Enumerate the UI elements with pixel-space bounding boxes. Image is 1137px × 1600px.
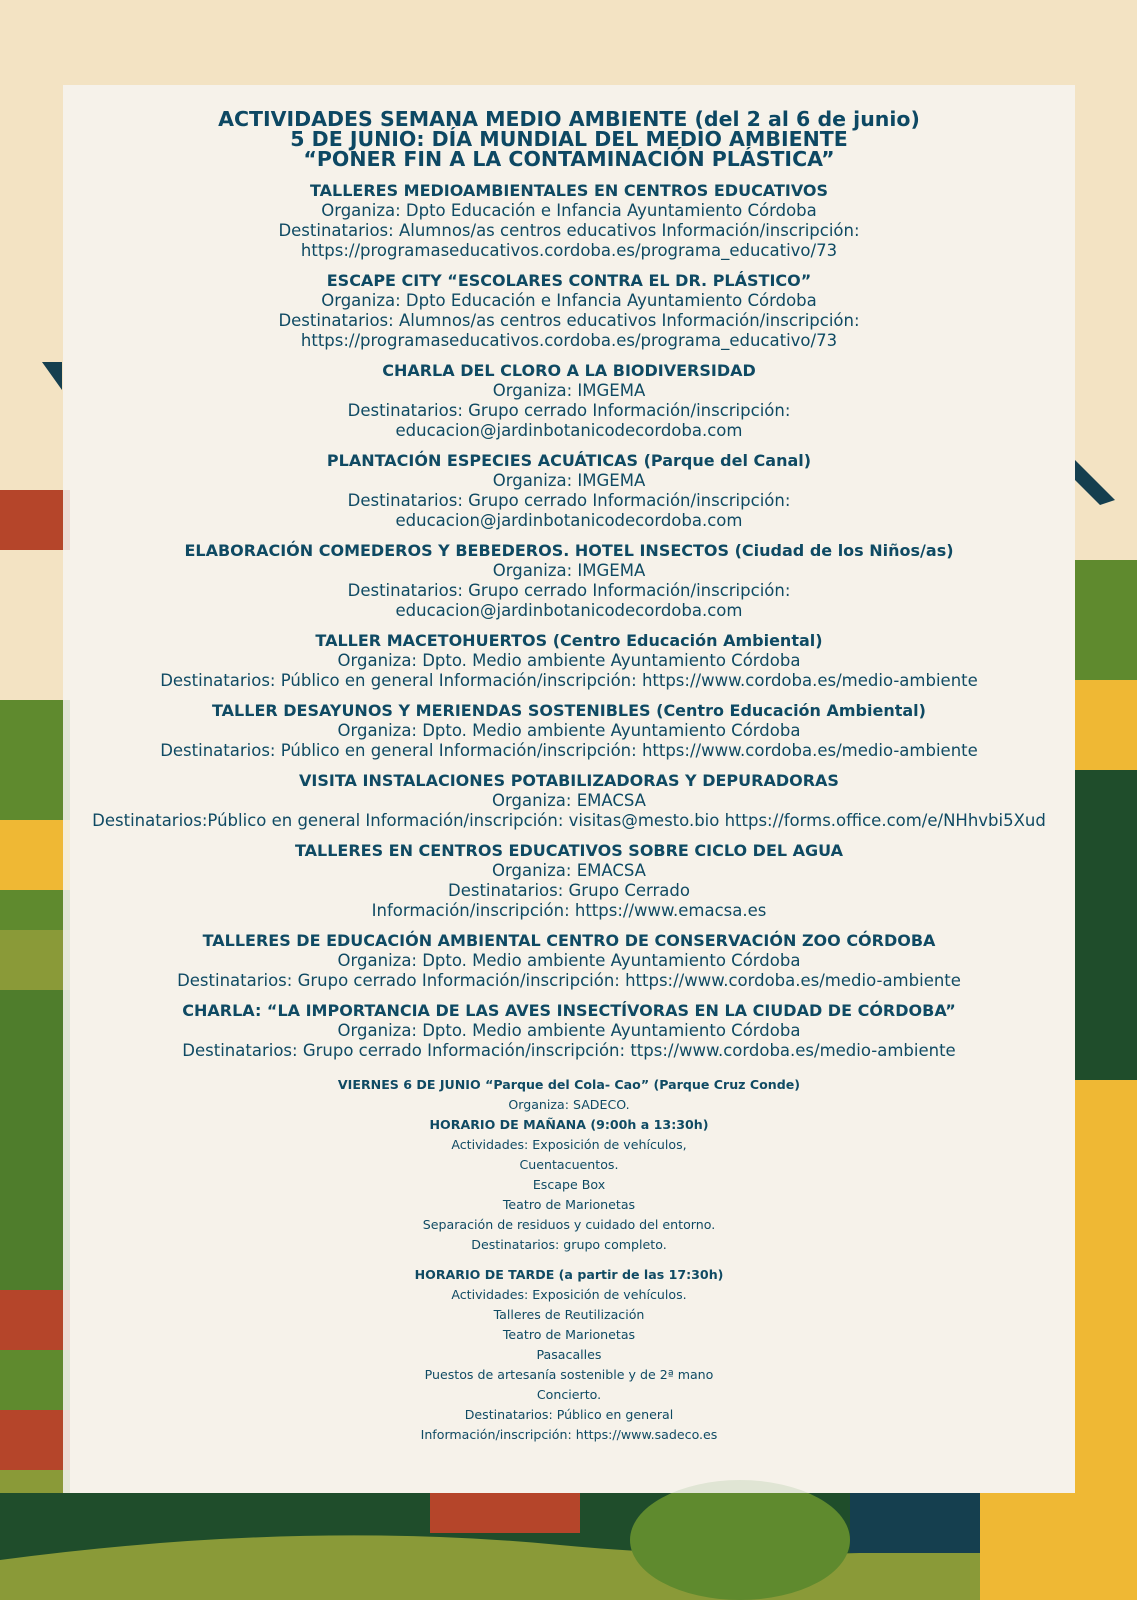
afternoon-line: Puestos de artesanía sostenible y de 2ª mano: [424, 1367, 714, 1382]
activity-email[interactable]: educacion@jardinbotanicodecordoba.com: [395, 511, 743, 530]
activity-audience: Destinatarios: Público en general Información/inscripción: https://www.cordoba.es/medio-ambiente: [160, 741, 978, 760]
activity-link[interactable]: Información/inscripción: https://www.emacsa.es: [371, 901, 767, 920]
activity-audience: Destinatarios:Público en general Información/inscripción: visitas@mesto.bio https://forms.office.com/e/NHhvbi5Xud: [92, 811, 1046, 830]
morning-line: Teatro de Marionetas: [502, 1197, 636, 1212]
afternoon-line: Destinatarios: Público en general: [464, 1407, 674, 1422]
friday-event: [63, 1075, 1075, 1445]
title-line-3: “PONER FIN A LA CONTAMINACIÓN PLÁSTICA”: [303, 147, 835, 171]
activity-item: [63, 841, 1075, 921]
spacer: [63, 1255, 1075, 1265]
title-line-1: ACTIVIDADES SEMANA MEDIO AMBIENTE (del 2 al 6 de junio): [218, 107, 920, 131]
activity-organizer: Organiza: IMGEMA: [492, 561, 646, 580]
friday-organizer: Organiza: SADECO.: [508, 1097, 630, 1112]
activity-item: [63, 701, 1075, 761]
activity-title: TALLERES EN CENTROS EDUCATIVOS SOBRE CICLO DEL AGUA: [294, 841, 844, 860]
page-title: [63, 109, 1075, 169]
activity-email[interactable]: educacion@jardinbotanicodecordoba.com: [395, 601, 743, 620]
afternoon-link[interactable]: Información/inscripción: https://www.sadeco.es: [420, 1427, 718, 1442]
activity-audience: Destinatarios: Grupo cerrado Información/inscripción: ttps://www.cordoba.es/medio-ambiente: [182, 1041, 956, 1060]
activity-title: ESCAPE CITY “ESCOLARES CONTRA EL DR. PLÁSTICO”: [326, 271, 812, 290]
activity-email[interactable]: educacion@jardinbotanicodecordoba.com: [395, 421, 743, 440]
afternoon-line: Actividades: Exposición de vehículos.: [451, 1287, 687, 1302]
morning-line: Separación de residuos y cuidado del entorno.: [422, 1217, 716, 1232]
activity-item: [63, 931, 1075, 991]
activity-audience: Destinatarios: Alumnos/as centros educativos Información/inscripción:: [278, 311, 860, 330]
morning-line: Actividades: Exposición de vehículos,: [451, 1137, 687, 1152]
afternoon-schedule-title: HORARIO DE TARDE (a partir de las 17:30h): [414, 1267, 724, 1282]
activity-title: VISITA INSTALACIONES POTABILIZADORAS Y DEPURADORAS: [299, 771, 839, 790]
activity-title: TALLERES MEDIOAMBIENTALES EN CENTROS EDUCATIVOS: [309, 181, 829, 200]
activity-title: TALLERES DE EDUCACIÓN AMBIENTAL CENTRO DE CONSERVACIÓN ZOO CÓRDOBA: [202, 931, 936, 950]
activity-title: CHARLA: “LA IMPORTANCIA DE LAS AVES INSECTÍVORAS EN LA CIUDAD DE CÓRDOBA”: [182, 1001, 956, 1020]
morning-line: Cuentacuentos.: [519, 1157, 619, 1172]
activity-title: TALLER MACETOHUERTOS (Centro Educación Ambiental): [315, 631, 823, 650]
afternoon-line: Pasacalles: [536, 1347, 602, 1362]
activity-organizer: Organiza: Dpto. Medio ambiente Ayuntamiento Córdoba: [337, 651, 801, 670]
activity-audience: Destinatarios: Grupo cerrado Información/inscripción:: [347, 581, 791, 600]
morning-line: Escape Box: [532, 1177, 606, 1192]
afternoon-line: Concierto.: [536, 1387, 602, 1402]
activity-item: [63, 1001, 1075, 1061]
activity-organizer: Organiza: Dpto. Medio ambiente Ayuntamiento Córdoba: [337, 951, 801, 970]
content-panel: [63, 85, 1075, 1493]
activity-organizer: Organiza: EMACSA: [492, 861, 646, 880]
activity-link[interactable]: https://programaseducativos.cordoba.es/programa_educativo/73: [300, 331, 838, 350]
activity-item: [63, 181, 1075, 261]
activity-item: [63, 771, 1075, 831]
activity-organizer: Organiza: Dpto. Medio ambiente Ayuntamiento Córdoba: [337, 1021, 801, 1040]
activity-organizer: Organiza: Dpto Educación e Infancia Ayuntamiento Córdoba: [321, 291, 817, 310]
activity-title: CHARLA DEL CLORO A LA BIODIVERSIDAD: [382, 361, 756, 380]
activity-title: TALLER DESAYUNOS Y MERIENDAS SOSTENIBLES (Centro Educación Ambiental): [212, 701, 926, 720]
activity-item: [63, 361, 1075, 441]
activity-audience: Destinatarios: Público en general Información/inscripción: https://www.cordoba.es/medio-ambiente: [160, 671, 978, 690]
activity-title: PLANTACIÓN ESPECIES ACUÁTICAS (Parque del Canal): [326, 451, 812, 470]
activity-organizer: Organiza: Dpto. Medio ambiente Ayuntamiento Córdoba: [337, 721, 801, 740]
activity-organizer: Organiza: IMGEMA: [492, 471, 646, 490]
activity-audience: Destinatarios: Grupo cerrado Información/inscripción:: [347, 491, 791, 510]
activity-audience: Destinatarios: Alumnos/as centros educativos Información/inscripción:: [278, 221, 860, 240]
afternoon-line: Teatro de Marionetas: [502, 1327, 636, 1342]
friday-title: VIERNES 6 DE JUNIO “Parque del Cola- Cao” (Parque Cruz Conde): [337, 1077, 801, 1092]
title-line-2: 5 DE JUNIO: DÍA MUNDIAL DEL MEDIO AMBIENTE: [290, 127, 848, 151]
activity-organizer: Organiza: IMGEMA: [492, 381, 646, 400]
activity-audience: Destinatarios: Grupo cerrado Información/inscripción:: [347, 401, 791, 420]
activity-link[interactable]: https://programaseducativos.cordoba.es/programa_educativo/73: [300, 241, 838, 260]
activity-item: [63, 631, 1075, 691]
activity-audience: Destinatarios: Grupo Cerrado: [448, 881, 690, 900]
activity-organizer: Organiza: EMACSA: [492, 791, 646, 810]
activity-item: [63, 541, 1075, 621]
morning-line: Destinatarios: grupo completo.: [471, 1237, 667, 1252]
activity-audience: Destinatarios: Grupo cerrado Información/inscripción: https://www.cordoba.es/medio-ambiente: [177, 971, 961, 990]
activity-item: [63, 451, 1075, 531]
activity-title: ELABORACIÓN COMEDEROS Y BEBEDEROS. HOTEL INSECTOS (Ciudad de los Niños/as): [184, 541, 954, 560]
morning-schedule-title: HORARIO DE MAÑANA (9:00h a 13:30h): [429, 1117, 709, 1132]
afternoon-line: Talleres de Reutilización: [493, 1307, 645, 1322]
activity-list: [63, 181, 1075, 1061]
activity-item: [63, 271, 1075, 351]
activity-organizer: Organiza: Dpto Educación e Infancia Ayuntamiento Córdoba: [321, 201, 817, 220]
